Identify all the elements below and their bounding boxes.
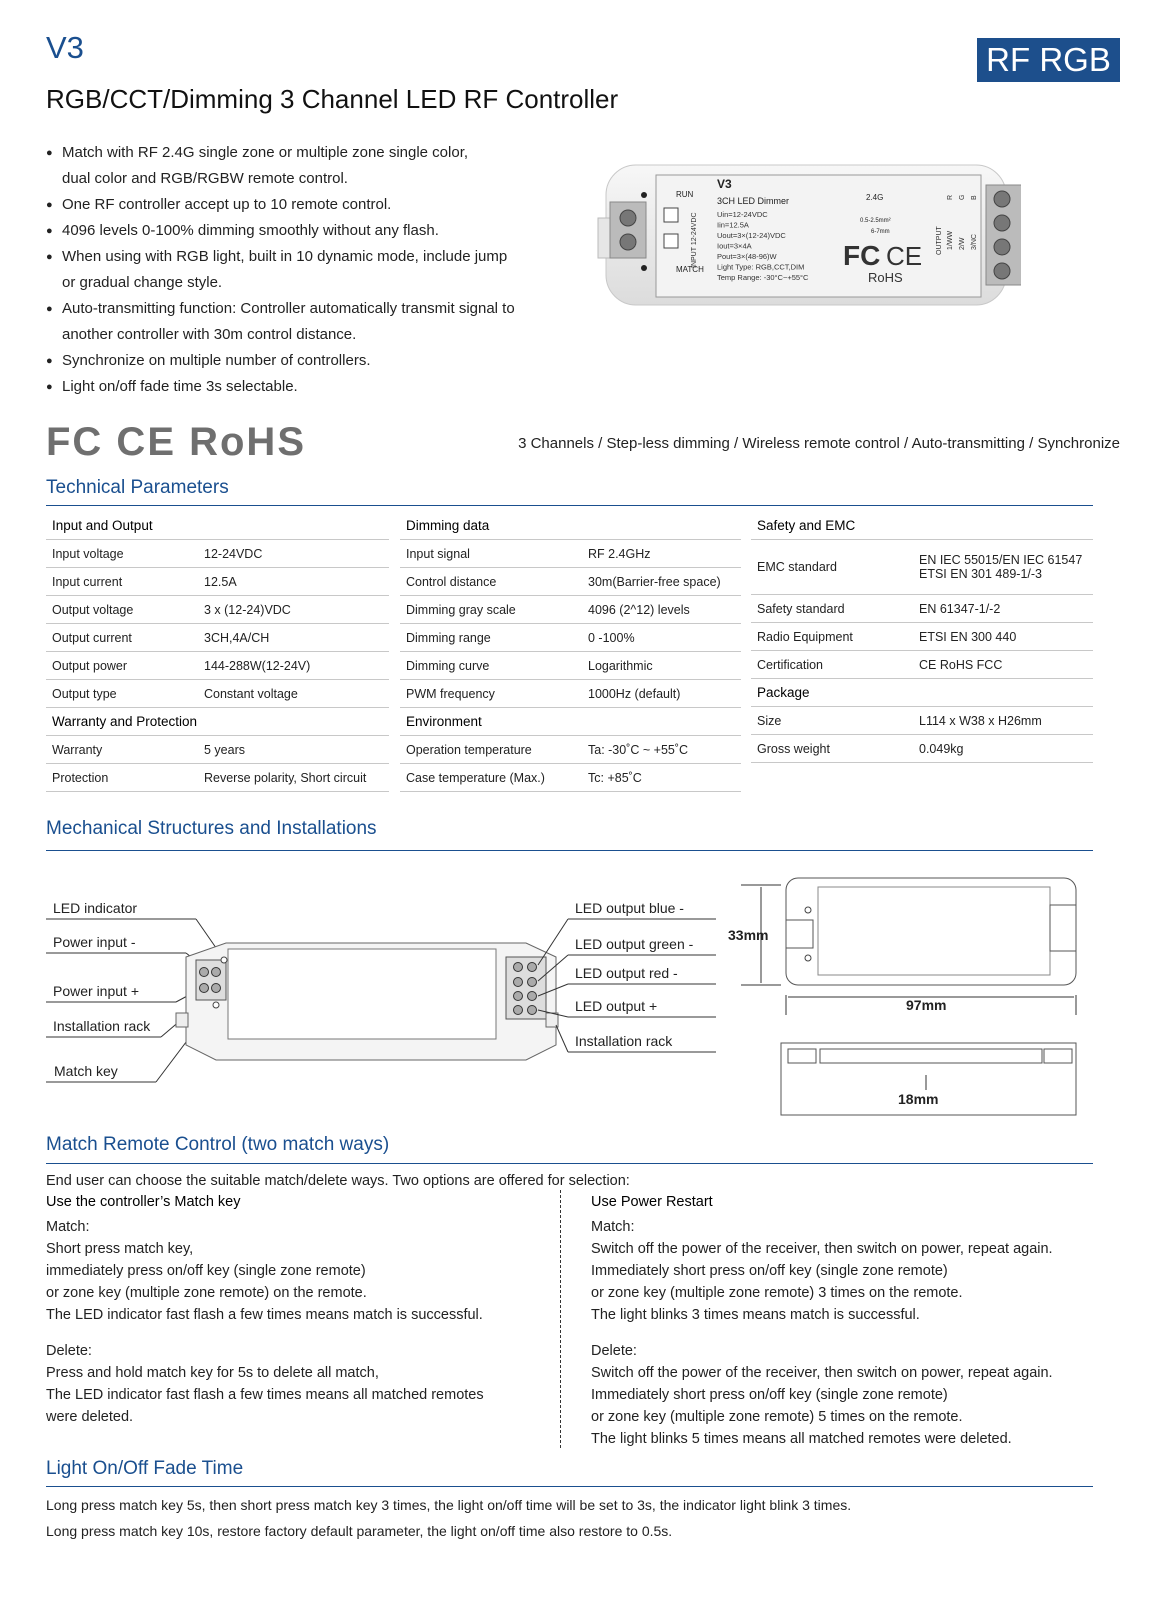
table-row: [46, 624, 389, 652]
rohs-mark: RoHS: [868, 270, 903, 285]
param-label: Operation temperature: [400, 736, 582, 764]
match-steps: [46, 1238, 546, 1326]
feature-text: ● Match with RF 2.4G single zone or multiple zone single color,: [62, 144, 469, 161]
match-option-left: [46, 1194, 546, 1428]
section-match-remote: Match Remote Control (two match ways): [46, 1134, 390, 1155]
feature-text: ● One RF controller accept up to 10 remote control.: [62, 196, 392, 213]
fcc-mark: FC: [843, 240, 881, 271]
callout-installation-rack-left: Installation rack: [53, 1018, 151, 1034]
emc-value-line: ETSI EN 301 489-1/-3: [919, 567, 1042, 581]
tagline: 3 Channels / Step-less dimming / Wireless remote control / Auto-transmitting / Synchronize: [518, 435, 1120, 452]
table-input-output: [46, 512, 389, 792]
table-row: [751, 707, 1093, 735]
param-label: Size: [751, 707, 913, 735]
callout-match-key: Match key: [54, 1063, 118, 1079]
strip-label: 6-7mm: [871, 229, 890, 235]
instruction-line: Immediately short press on/off key (single zone remote): [591, 1263, 948, 1279]
label-channel: 2/W: [959, 237, 966, 250]
fade-line: Long press match key 10s, restore factory default parameter, the light on/off time also restore to 0.5s.: [46, 1523, 673, 1539]
model-name: V3: [46, 30, 84, 65]
param-label: Output power: [46, 652, 198, 680]
label-spec-line: Iin=12.5A: [717, 220, 749, 230]
section-mechanical: Mechanical Structures and Installations: [46, 818, 377, 839]
delete-label: Delete:: [46, 1343, 92, 1359]
instruction-line: Switch off the power of the receiver, then switch on power, repeat again.: [591, 1241, 1053, 1257]
table-dimming: [400, 512, 741, 792]
table-safety: [751, 512, 1093, 763]
feature-text: ● 4096 levels 0-100% dimming smoothly without any flash.: [62, 222, 439, 239]
fade-line: Long press match key 5s, then short press match key 3 times, the light on/off time will be set to 3s, the indicator light blink 3 times.: [46, 1497, 852, 1513]
param-label: Output voltage: [46, 596, 198, 624]
param-value: 12.5A: [198, 568, 389, 596]
match-steps: [591, 1238, 1091, 1326]
callout-installation-rack-right: Installation rack: [575, 1033, 673, 1049]
param-label: Safety standard: [751, 595, 913, 623]
label-spec-line: Temp Range: -30°C~+55°C: [717, 273, 809, 282]
column-divider: [560, 1190, 561, 1448]
feature-item: [46, 218, 566, 244]
instruction-line: were deleted.: [46, 1409, 134, 1425]
instruction-line: immediately press on/off key (single zone remote): [46, 1263, 366, 1279]
table-row: [400, 680, 741, 708]
feature-text: another controller with 30m control distance.: [62, 326, 357, 343]
feature-text: or gradual change style.: [62, 274, 223, 291]
page-title: RGB/CCT/Dimming 3 Channel LED RF Controller: [46, 84, 619, 114]
label-model: V3: [717, 177, 732, 191]
table-row: [751, 623, 1093, 651]
instruction-line: Immediately short press on/off key (single zone remote): [591, 1387, 948, 1403]
table-section-row: [751, 512, 1093, 540]
table-section-heading: Package: [751, 679, 1093, 707]
param-label: Input current: [46, 568, 198, 596]
feature-text: ● Auto-transmitting function: Controller automatically transmit signal to: [62, 300, 515, 317]
section-rule: [46, 505, 1093, 506]
instruction-line: or zone key (multiple zone remote) 3 times on the remote.: [591, 1285, 963, 1301]
wire-label: 0.5-2.5mm²: [860, 218, 891, 224]
label-channel: 1/WW: [947, 230, 954, 250]
table-row: [400, 596, 741, 624]
instruction-line: The light blinks 3 times means match is successful.: [591, 1307, 920, 1323]
output-label: OUTPUT: [936, 226, 943, 255]
table-row: [400, 764, 741, 792]
feature-text: dual color and RGB/RGBW remote control.: [62, 170, 348, 187]
param-value: 3 x (12-24)VDC: [198, 596, 389, 624]
table-row: [400, 540, 741, 568]
param-label: Input signal: [400, 540, 582, 568]
table-section-heading: Safety and EMC: [751, 512, 1093, 540]
section-fade-time: Light On/Off Fade Time: [46, 1458, 244, 1479]
param-value: 0 -100%: [582, 624, 741, 652]
ce-mark: CE: [886, 241, 923, 271]
feature-list: [46, 140, 566, 400]
param-value: Reverse polarity, Short circuit: [198, 764, 389, 792]
param-label: Radio Equipment: [751, 623, 913, 651]
section-rule: [46, 1486, 1093, 1487]
label-spec-line: Light Type: RGB,CCT,DIM: [717, 262, 805, 272]
param-label: Dimming gray scale: [400, 596, 582, 624]
table-section-row: [400, 512, 741, 540]
section-technical-parameters: Technical Parameters: [46, 477, 229, 498]
feature-item: [46, 374, 566, 400]
table-section-heading: Input and Output: [46, 512, 389, 540]
mechanical-diagram: [46, 865, 1106, 1125]
table-section-heading: Environment: [400, 708, 741, 736]
param-label: Gross weight: [751, 735, 913, 763]
table-section-heading: Dimming data: [400, 512, 741, 540]
param-label: Input voltage: [46, 540, 198, 568]
fade-instructions: [46, 1492, 1096, 1544]
instruction-line: Switch off the power of the receiver, then switch on power, repeat again.: [591, 1365, 1053, 1381]
feature-text: ● When using with RGB light, built in 10 dynamic mode, include jump: [62, 248, 508, 265]
param-value: 0.049kg: [913, 735, 1093, 763]
table-row: [46, 540, 389, 568]
section-rule: [46, 850, 1093, 851]
param-value: Ta: -30˚C ~ +55˚C: [582, 736, 741, 764]
table-row: [46, 652, 389, 680]
param-label: Dimming curve: [400, 652, 582, 680]
certification-logos: FC CE RoHS: [46, 420, 306, 464]
instruction-line: The light blinks 5 times means all matched remotes were deleted.: [591, 1431, 1012, 1447]
param-value: Tc: +85˚C: [582, 764, 741, 792]
instruction-line: The LED indicator fast flash a few times means all matched remotes: [46, 1387, 484, 1403]
delete-label: Delete:: [591, 1343, 637, 1359]
param-value: [913, 540, 1093, 595]
callout-led-indicator: LED indicator: [53, 900, 138, 916]
dimension-width: 97mm: [906, 997, 947, 1013]
param-label: PWM frequency: [400, 680, 582, 708]
emc-value-line: EN IEC 55015/EN IEC 61547: [919, 553, 1083, 567]
feature-item: [46, 140, 566, 192]
param-label: Dimming range: [400, 624, 582, 652]
callout-led-output-green: LED output green -: [575, 936, 694, 952]
section-rule: [46, 1163, 1093, 1164]
dimension-height: 33mm: [728, 927, 769, 943]
param-label: Certification: [751, 651, 913, 679]
param-value: ETSI EN 300 440: [913, 623, 1093, 651]
table-row: [400, 736, 741, 764]
callout-led-output-red: LED output red -: [575, 965, 678, 981]
match-intro: End user can choose the suitable match/delete ways. Two options are offered for selection:: [46, 1173, 630, 1189]
feature-item: [46, 244, 566, 296]
table-row: [46, 680, 389, 708]
label-product-name: 3CH LED Dimmer: [717, 196, 790, 206]
param-value: 4096 (2^12) levels: [582, 596, 741, 624]
param-label: Warranty: [46, 736, 198, 764]
label-channel-color: B: [971, 195, 978, 200]
param-value: 144-288W(12-24V): [198, 652, 389, 680]
label-spec-line: Uout=3×(12-24)VDC: [717, 231, 786, 240]
option-heading: Use the controller’s Match key: [46, 1194, 241, 1210]
param-value: RF 2.4GHz: [582, 540, 741, 568]
param-label: Protection: [46, 764, 198, 792]
callout-power-input-minus: Power input -: [53, 934, 136, 950]
table-row: [46, 596, 389, 624]
match-label: Match:: [591, 1219, 635, 1235]
delete-steps: [591, 1362, 1091, 1450]
table-row: [751, 595, 1093, 623]
param-value: CE RoHS FCC: [913, 651, 1093, 679]
match-option-right: [591, 1194, 1091, 1450]
instruction-line: The LED indicator fast flash a few times means match is successful.: [46, 1307, 483, 1323]
param-value: 5 years: [198, 736, 389, 764]
feature-item: [46, 348, 566, 374]
table-row: [400, 624, 741, 652]
input-label: INPUT 12-24VDC: [691, 212, 698, 268]
table-section-row: [751, 679, 1093, 707]
instruction-line: Press and hold match key for 5s to delete all match,: [46, 1365, 379, 1381]
match-label: Match:: [46, 1219, 90, 1235]
param-label: Control distance: [400, 568, 582, 596]
table-section-row: [46, 708, 389, 736]
param-value: 3CH,4A/CH: [198, 624, 389, 652]
param-label: Output type: [46, 680, 198, 708]
param-value: 12-24VDC: [198, 540, 389, 568]
param-value: EN 61347-1/-2: [913, 595, 1093, 623]
table-row: [400, 568, 741, 596]
label-channel-color: G: [959, 194, 966, 200]
table-row: [751, 735, 1093, 763]
table-row: [751, 540, 1093, 595]
callout-power-input-plus: Power input +: [53, 983, 139, 999]
param-label: EMC standard: [751, 540, 913, 595]
label-channel-color: R: [947, 194, 954, 200]
instruction-line: or zone key (multiple zone remote) 5 times on the remote.: [591, 1409, 963, 1425]
product-badge: RF RGB: [977, 38, 1120, 82]
param-value: L114 x W38 x H26mm: [913, 707, 1093, 735]
param-label: Output current: [46, 624, 198, 652]
table-section-row: [400, 708, 741, 736]
callout-led-output-blue: LED output blue -: [575, 900, 684, 916]
label-spec-line: Iout=3×4A: [717, 241, 752, 251]
param-value: 1000Hz (default): [582, 680, 741, 708]
param-label: Case temperature (Max.): [400, 764, 582, 792]
product-photo: [596, 160, 1021, 315]
table-section-heading: Warranty and Protection: [46, 708, 389, 736]
option-heading: Use Power Restart: [591, 1194, 713, 1210]
instruction-line: Short press match key,: [46, 1241, 194, 1257]
table-row: [46, 568, 389, 596]
table-row: [400, 652, 741, 680]
callout-led-output-plus: LED output +: [575, 998, 658, 1014]
feature-text: ● Synchronize on multiple number of controllers.: [62, 352, 371, 369]
feature-item: [46, 192, 566, 218]
label-spec-line: Pout=3×(48-96)W: [717, 252, 777, 261]
delete-steps: [46, 1362, 546, 1428]
label-channel: 3/NC: [971, 234, 978, 250]
param-value: 30m(Barrier-free space): [582, 568, 741, 596]
run-label: RUN: [676, 190, 694, 199]
dimension-depth: 18mm: [898, 1091, 939, 1107]
match-label: MATCH: [676, 265, 704, 274]
table-row: [46, 764, 389, 792]
rf-label: 2.4G: [866, 193, 884, 202]
table-row: [46, 736, 389, 764]
param-value: Constant voltage: [198, 680, 389, 708]
feature-text: ● Light on/off fade time 3s selectable.: [62, 378, 298, 395]
param-value: Logarithmic: [582, 652, 741, 680]
table-section-row: [46, 512, 389, 540]
instruction-line: or zone key (multiple zone remote) on the remote.: [46, 1285, 367, 1301]
feature-item: [46, 296, 566, 348]
label-spec-line: Uin=12-24VDC: [717, 210, 768, 219]
table-row: [751, 651, 1093, 679]
